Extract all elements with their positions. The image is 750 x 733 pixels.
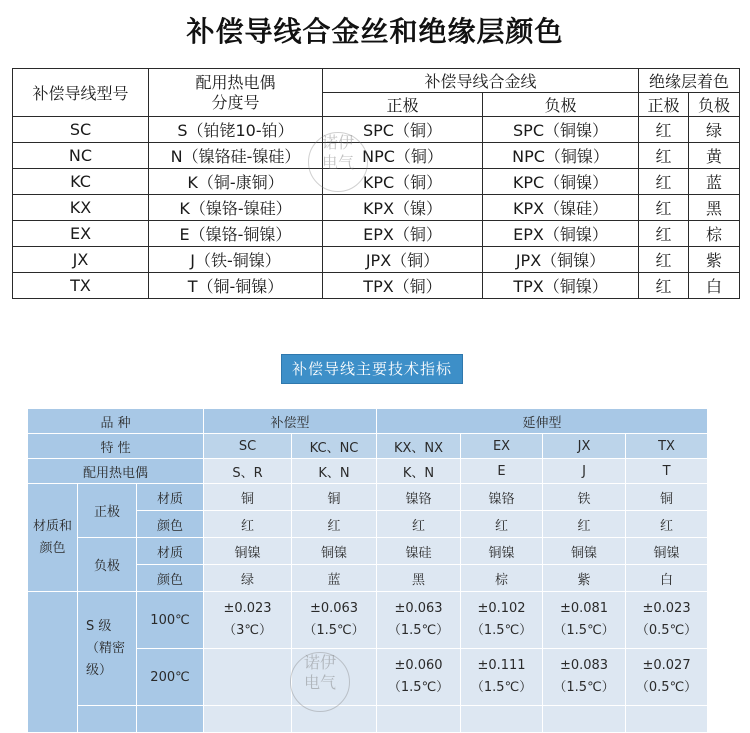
neg-material-cell: 镍硅 [377, 538, 461, 565]
cell-thermocouple: S（铂铑10-铂） [149, 117, 323, 143]
pos-material-cell: 铜 [626, 484, 708, 511]
cell-color-negative: 绿 [689, 117, 740, 143]
tolerance-value: ±0.102 [477, 601, 526, 616]
tolerance-value: ±0.063 [394, 601, 443, 616]
header-thermocouple [149, 69, 323, 117]
tolerance-cell [543, 592, 626, 649]
neg-color-cell: 黑 [377, 565, 461, 592]
thermo-cell: K、N [377, 459, 461, 484]
label-grade-s [78, 592, 137, 706]
tolerance-deg: （1.5℃） [470, 680, 533, 695]
cell-color-negative: 紫 [689, 247, 740, 273]
tolerance-value: ±0.060 [394, 658, 443, 673]
neg-material-cell: 铜镍 [292, 538, 377, 565]
header-thermocouple-l1: 配用热电偶 [195, 72, 276, 92]
type-cell: JX [543, 434, 626, 459]
thermo-cell: J [543, 459, 626, 484]
header-property: 特 性 [28, 434, 204, 459]
cell-color-positive: 红 [639, 143, 689, 169]
tolerance-value: ±0.023 [223, 601, 272, 616]
label-grade-l2: （精密 [86, 640, 126, 656]
pos-color-cell: 红 [626, 511, 708, 538]
label-negative: 负极 [78, 538, 137, 592]
pos-color-cell: 红 [461, 511, 543, 538]
tolerance-cell [461, 649, 543, 706]
label-material-color-l1: 材质和 [32, 518, 72, 534]
neg-color-cell: 蓝 [292, 565, 377, 592]
watermark-char: 电 [303, 673, 320, 692]
pos-material-cell: 镍铬 [461, 484, 543, 511]
cell-thermocouple: K（铜-康铜） [149, 169, 323, 195]
type-cell: KX、NX [377, 434, 461, 459]
cell-color-positive: 红 [639, 195, 689, 221]
cell-positive: TPX（铜） [323, 273, 483, 299]
cell-positive: JPX（铜） [323, 247, 483, 273]
neg-color-cell: 绿 [204, 565, 292, 592]
cell-positive: KPC（铜） [323, 169, 483, 195]
tolerance-deg: （1.5℃） [387, 680, 450, 695]
tolerance-deg: （0.5℃） [635, 623, 698, 638]
label-material-color-l2: 颜色 [39, 540, 66, 556]
cell-color-positive: 红 [639, 221, 689, 247]
cell-color-negative: 白 [689, 273, 740, 299]
watermark-char: 气 [338, 153, 355, 172]
label-material: 材质 [137, 484, 204, 511]
cell-cut-off [204, 706, 292, 733]
cell-color-positive: 红 [639, 169, 689, 195]
label-material: 材质 [137, 538, 204, 565]
page-title: 补偿导线合金丝和绝缘层颜色 [186, 15, 564, 48]
header-alloy: 补偿导线合金线 [323, 69, 639, 93]
label-color: 颜色 [137, 511, 204, 538]
tolerance-deg: （1.5℃） [553, 680, 615, 695]
cell-cut-off [543, 706, 626, 733]
label-thermocouple: 配用热电偶 [28, 459, 204, 484]
header-thermocouple-l2: 分度号 [211, 92, 260, 112]
cell-cut-off [137, 706, 204, 733]
cell-model: SC [13, 117, 149, 143]
cell-positive: NPC（铜） [323, 143, 483, 169]
pos-color-cell: 红 [543, 511, 626, 538]
table-row [13, 247, 740, 273]
pos-material-cell: 铜 [292, 484, 377, 511]
pos-color-cell: 红 [204, 511, 292, 538]
header-alloy-positive: 正极 [323, 93, 483, 117]
header-model: 补偿导线型号 [13, 69, 149, 117]
tolerance-cell [204, 649, 292, 706]
watermark-char: 气 [320, 673, 337, 692]
cell-cut-off [461, 706, 543, 733]
tolerance-cell [377, 592, 461, 649]
cell-thermocouple: T（铜-铜镍） [149, 273, 323, 299]
tolerance-value: ±0.063 [309, 601, 359, 616]
tolerance-cell [292, 649, 377, 706]
tolerance-cell [377, 649, 461, 706]
tolerance-value: ±0.083 [559, 658, 609, 673]
header-extension-type: 延伸型 [377, 409, 708, 434]
cell-color-positive: 红 [639, 247, 689, 273]
label-grade-l1: S 级 [86, 618, 112, 634]
watermark-char: 诺 [303, 653, 320, 672]
cell-thermocouple: J（铁-铜镍） [149, 247, 323, 273]
tolerance-cell [204, 592, 292, 649]
cell-model: EX [13, 221, 149, 247]
thermo-cell: K、N [292, 459, 377, 484]
label-temp-200: 200℃ [137, 649, 204, 706]
type-cell: EX [461, 434, 543, 459]
cell-positive: SPC（铜） [323, 117, 483, 143]
cell-color-negative: 蓝 [689, 169, 740, 195]
watermark-char: 伊 [320, 653, 337, 672]
tolerance-value: ±0.027 [642, 658, 691, 673]
type-cell: SC [204, 434, 292, 459]
table-row [13, 143, 740, 169]
cell-negative: SPC（铜镍） [483, 117, 639, 143]
cell-positive: KPX（镍） [323, 195, 483, 221]
tolerance-deg: （1.5℃） [303, 623, 365, 638]
tolerance-cell [461, 592, 543, 649]
watermark-char: 电 [321, 153, 338, 172]
header-alloy-negative: 负极 [483, 93, 639, 117]
cell-cut-off [626, 706, 708, 733]
pos-material-cell: 铁 [543, 484, 626, 511]
color-table [12, 68, 740, 299]
tolerance-cell [543, 649, 626, 706]
thermo-cell: E [461, 459, 543, 484]
pos-color-cell: 红 [377, 511, 461, 538]
tolerance-deg: （1.5℃） [470, 623, 533, 638]
section-label: 补偿导线主要技术指标 [281, 354, 463, 384]
table-row [13, 195, 740, 221]
cell-thermocouple: K（镍铬-镍硅） [149, 195, 323, 221]
header-insulation: 绝缘层着色 [639, 69, 740, 93]
cell-color-negative: 黑 [689, 195, 740, 221]
label-color: 颜色 [137, 565, 204, 592]
thermo-cell: T [626, 459, 708, 484]
tolerance-deg: （0.5℃） [635, 680, 698, 695]
table-row [13, 117, 740, 143]
tolerance-deg: （1.5℃） [387, 623, 450, 638]
tolerance-value: ±0.023 [642, 601, 691, 616]
tolerance-value: ±0.081 [559, 601, 609, 616]
watermark-char: 诺 [321, 133, 338, 152]
tolerance-cell [626, 649, 708, 706]
label-temp-100: 100℃ [137, 592, 204, 649]
tolerance-deg: （1.5℃） [553, 623, 615, 638]
tolerance-deg: （3℃） [223, 623, 272, 638]
neg-material-cell: 铜镍 [204, 538, 292, 565]
cell-model: NC [13, 143, 149, 169]
cell-model: KX [13, 195, 149, 221]
label-material-color [28, 484, 78, 592]
watermark-char: 伊 [338, 133, 355, 152]
type-cell: TX [626, 434, 708, 459]
header-insulation-positive: 正极 [639, 93, 689, 117]
cell-negative: JPX（铜镍） [483, 247, 639, 273]
header-insulation-negative: 负极 [689, 93, 740, 117]
table-row [13, 273, 740, 299]
tolerance-cell [292, 592, 377, 649]
cell-cut-off [377, 706, 461, 733]
cell-model: KC [13, 169, 149, 195]
table-row [13, 169, 740, 195]
neg-color-cell: 棕 [461, 565, 543, 592]
neg-color-cell: 白 [626, 565, 708, 592]
cell-negative: KPC（铜镍） [483, 169, 639, 195]
header-variety: 品 种 [28, 409, 204, 434]
label-grade-l3: 级） [86, 662, 113, 678]
header-compensation-type: 补偿型 [204, 409, 377, 434]
pos-color-cell: 红 [292, 511, 377, 538]
cell-cut-off [292, 706, 377, 733]
cell-color-negative: 棕 [689, 221, 740, 247]
pos-material-cell: 镍铬 [377, 484, 461, 511]
neg-color-cell: 紫 [543, 565, 626, 592]
neg-material-cell: 铜镍 [461, 538, 543, 565]
neg-material-cell: 铜镍 [626, 538, 708, 565]
type-cell: KC、NC [292, 434, 377, 459]
cell-cut-off [78, 706, 137, 733]
cell-negative: KPX（镍硅） [483, 195, 639, 221]
label-positive: 正极 [78, 484, 137, 538]
cell-color-negative: 黄 [689, 143, 740, 169]
pos-material-cell: 铜 [204, 484, 292, 511]
spec-table [27, 408, 708, 733]
cell-thermocouple: E（镍铬-铜镍） [149, 221, 323, 247]
cell-model: TX [13, 273, 149, 299]
cell-negative: EPX（铜镍） [483, 221, 639, 247]
tolerance-cell [626, 592, 708, 649]
cell-model: JX [13, 247, 149, 273]
cell-color-positive: 红 [639, 273, 689, 299]
label-tolerance-group [28, 592, 78, 733]
neg-material-cell: 铜镍 [543, 538, 626, 565]
cell-thermocouple: N（镍铬硅-镍硅） [149, 143, 323, 169]
cell-color-positive: 红 [639, 117, 689, 143]
cell-positive: EPX（铜） [323, 221, 483, 247]
thermo-cell: S、R [204, 459, 292, 484]
tolerance-value: ±0.111 [477, 658, 526, 673]
table-row [13, 221, 740, 247]
cell-negative: NPC（铜镍） [483, 143, 639, 169]
cell-negative: TPX（铜镍） [483, 273, 639, 299]
